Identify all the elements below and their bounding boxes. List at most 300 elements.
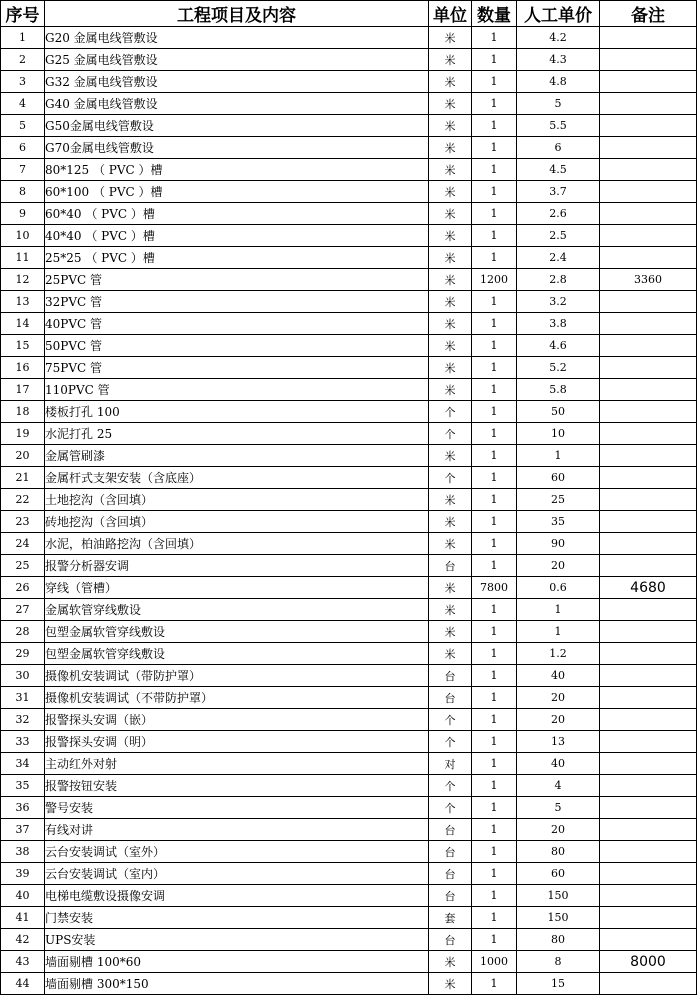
cell-note	[600, 225, 697, 247]
table-row	[1, 929, 697, 951]
cell-item: 25PVC 管	[45, 269, 429, 291]
cell-note	[600, 929, 697, 951]
cell-item: 楼板打孔 100	[45, 401, 429, 423]
cell-no: 33	[1, 731, 45, 753]
cell-no: 14	[1, 313, 45, 335]
cell-no: 19	[1, 423, 45, 445]
cell-note	[600, 445, 697, 467]
cell-note	[600, 137, 697, 159]
table-row	[1, 687, 697, 709]
table-row	[1, 841, 697, 863]
cell-unit: 米	[429, 225, 472, 247]
cell-qty: 1	[472, 643, 517, 665]
table-row	[1, 731, 697, 753]
cell-unit: 米	[429, 137, 472, 159]
table-row	[1, 951, 697, 973]
cell-unit: 对	[429, 753, 472, 775]
cell-note	[600, 423, 697, 445]
cell-qty: 1	[472, 181, 517, 203]
cell-note	[600, 489, 697, 511]
cell-no: 16	[1, 357, 45, 379]
cell-price: 15	[517, 973, 600, 995]
cell-item: 80*125 （ PVC ）槽	[45, 159, 429, 181]
cell-qty: 1	[472, 885, 517, 907]
cell-note	[600, 819, 697, 841]
cell-no: 1	[1, 27, 45, 49]
table-row	[1, 401, 697, 423]
table-row	[1, 27, 697, 49]
cell-item: 电梯电缆敷设摄像安调	[45, 885, 429, 907]
cell-item: 40*40 （ PVC ）槽	[45, 225, 429, 247]
cell-price: 20	[517, 687, 600, 709]
cell-unit: 米	[429, 599, 472, 621]
cell-no: 7	[1, 159, 45, 181]
header-no: 序号	[1, 1, 45, 27]
cell-price: 0.6	[517, 577, 600, 599]
cell-price: 150	[517, 907, 600, 929]
table-row	[1, 335, 697, 357]
cell-no: 10	[1, 225, 45, 247]
cell-qty: 1	[472, 379, 517, 401]
cell-item: 墙面剔槽 300*150	[45, 973, 429, 995]
cell-no: 30	[1, 665, 45, 687]
cell-price: 5	[517, 93, 600, 115]
table-row	[1, 159, 697, 181]
cell-price: 4.6	[517, 335, 600, 357]
cell-unit: 米	[429, 445, 472, 467]
cell-note	[600, 313, 697, 335]
cell-qty: 1	[472, 533, 517, 555]
cell-item: 金属杆式支架安装（含底座）	[45, 467, 429, 489]
table-row	[1, 49, 697, 71]
table-row	[1, 643, 697, 665]
table-row	[1, 269, 697, 291]
cell-item: G20 金属电线管敷设	[45, 27, 429, 49]
table-row	[1, 137, 697, 159]
cell-note	[600, 335, 697, 357]
cell-price: 3.8	[517, 313, 600, 335]
cell-qty: 1	[472, 291, 517, 313]
cell-price: 40	[517, 753, 600, 775]
cell-qty: 1	[472, 225, 517, 247]
table-row	[1, 203, 697, 225]
cell-item: 摄像机安装调试（不带防护罩）	[45, 687, 429, 709]
cell-price: 4.5	[517, 159, 600, 181]
cell-qty: 1	[472, 599, 517, 621]
header-price: 人工单价	[517, 1, 600, 27]
cell-note: 3360	[600, 269, 697, 291]
cell-no: 25	[1, 555, 45, 577]
cell-price: 150	[517, 885, 600, 907]
cell-unit: 台	[429, 665, 472, 687]
cell-no: 12	[1, 269, 45, 291]
cell-note	[600, 49, 697, 71]
cell-item: 金属管刷漆	[45, 445, 429, 467]
cell-unit: 米	[429, 379, 472, 401]
cell-qty: 1200	[472, 269, 517, 291]
header-item: 工程项目及内容	[45, 1, 429, 27]
cell-unit: 个	[429, 423, 472, 445]
cell-note	[600, 907, 697, 929]
cell-qty: 1	[472, 335, 517, 357]
cell-no: 38	[1, 841, 45, 863]
cell-price: 20	[517, 819, 600, 841]
cell-note	[600, 203, 697, 225]
cell-qty: 1	[472, 731, 517, 753]
table-row	[1, 467, 697, 489]
cell-item: 报警探头安调（嵌）	[45, 709, 429, 731]
cell-qty: 1	[472, 511, 517, 533]
cell-item: 60*100 （ PVC ）槽	[45, 181, 429, 203]
cell-no: 23	[1, 511, 45, 533]
cell-qty: 1	[472, 49, 517, 71]
cell-item: 75PVC 管	[45, 357, 429, 379]
cell-note	[600, 731, 697, 753]
cell-no: 29	[1, 643, 45, 665]
cell-item: 穿线（管槽）	[45, 577, 429, 599]
cell-note	[600, 885, 697, 907]
cell-no: 43	[1, 951, 45, 973]
table-row	[1, 885, 697, 907]
cell-no: 17	[1, 379, 45, 401]
cell-unit: 米	[429, 511, 472, 533]
cell-qty: 1	[472, 973, 517, 995]
cell-unit: 台	[429, 841, 472, 863]
cell-qty: 1	[472, 621, 517, 643]
cell-unit: 米	[429, 489, 472, 511]
cell-price: 5.2	[517, 357, 600, 379]
table-row	[1, 357, 697, 379]
cell-qty: 1	[472, 445, 517, 467]
cell-item: 40PVC 管	[45, 313, 429, 335]
cell-item: 报警分析器安调	[45, 555, 429, 577]
cell-qty: 1	[472, 907, 517, 929]
cell-note	[600, 159, 697, 181]
header-row	[1, 1, 697, 27]
cell-no: 3	[1, 71, 45, 93]
cell-note	[600, 687, 697, 709]
cell-item: 门禁安装	[45, 907, 429, 929]
cell-qty: 1	[472, 159, 517, 181]
cell-no: 24	[1, 533, 45, 555]
cell-price: 40	[517, 665, 600, 687]
cell-qty: 1	[472, 247, 517, 269]
cell-item: 32PVC 管	[45, 291, 429, 313]
cell-no: 35	[1, 775, 45, 797]
cell-unit: 台	[429, 885, 472, 907]
cell-no: 36	[1, 797, 45, 819]
cell-note: 4680	[600, 577, 697, 599]
cell-unit: 台	[429, 555, 472, 577]
cell-qty: 1000	[472, 951, 517, 973]
cell-item: 主动红外对射	[45, 753, 429, 775]
cell-unit: 个	[429, 401, 472, 423]
cell-unit: 米	[429, 93, 472, 115]
cell-unit: 台	[429, 863, 472, 885]
cell-qty: 1	[472, 423, 517, 445]
cell-price: 20	[517, 709, 600, 731]
cell-price: 1	[517, 445, 600, 467]
cell-no: 6	[1, 137, 45, 159]
cell-qty: 1	[472, 401, 517, 423]
cell-note	[600, 27, 697, 49]
cell-price: 5.8	[517, 379, 600, 401]
cell-price: 25	[517, 489, 600, 511]
cell-qty: 1	[472, 775, 517, 797]
cell-price: 2.6	[517, 203, 600, 225]
cell-no: 31	[1, 687, 45, 709]
cell-price: 4.2	[517, 27, 600, 49]
cell-qty: 1	[472, 841, 517, 863]
cell-no: 40	[1, 885, 45, 907]
cell-unit: 米	[429, 643, 472, 665]
cell-qty: 1	[472, 313, 517, 335]
cell-price: 1.2	[517, 643, 600, 665]
cell-price: 35	[517, 511, 600, 533]
cell-item: 水泥，柏油路挖沟（含回填）	[45, 533, 429, 555]
cell-price: 10	[517, 423, 600, 445]
cell-unit: 个	[429, 709, 472, 731]
cell-qty: 1	[472, 929, 517, 951]
table-row	[1, 93, 697, 115]
cell-no: 8	[1, 181, 45, 203]
cell-note: 8000	[600, 951, 697, 973]
table-row	[1, 181, 697, 203]
cell-no: 28	[1, 621, 45, 643]
cell-no: 20	[1, 445, 45, 467]
cell-qty: 1	[472, 467, 517, 489]
header-unit: 单位	[429, 1, 472, 27]
cell-item: 摄像机安装调试（带防护罩）	[45, 665, 429, 687]
table-row	[1, 489, 697, 511]
cell-qty: 1	[472, 709, 517, 731]
cell-unit: 米	[429, 291, 472, 313]
table-row	[1, 709, 697, 731]
cell-price: 3.7	[517, 181, 600, 203]
table-row	[1, 665, 697, 687]
cell-item: 金属软管穿线敷设	[45, 599, 429, 621]
cell-unit: 米	[429, 115, 472, 137]
cell-price: 1	[517, 599, 600, 621]
cell-unit: 米	[429, 247, 472, 269]
table-row	[1, 291, 697, 313]
cell-note	[600, 841, 697, 863]
cell-unit: 米	[429, 181, 472, 203]
cell-no: 44	[1, 973, 45, 995]
table-row	[1, 577, 697, 599]
cell-unit: 个	[429, 797, 472, 819]
table-row	[1, 775, 697, 797]
cell-unit: 个	[429, 775, 472, 797]
table-body	[1, 27, 697, 995]
header-note: 备注	[600, 1, 697, 27]
cell-unit: 台	[429, 819, 472, 841]
cell-qty: 1	[472, 863, 517, 885]
cell-note	[600, 973, 697, 995]
cell-no: 2	[1, 49, 45, 71]
cell-qty: 1	[472, 753, 517, 775]
cell-unit: 台	[429, 687, 472, 709]
cell-note	[600, 797, 697, 819]
cell-price: 80	[517, 929, 600, 951]
cell-item: 包塑金属软管穿线敷设	[45, 643, 429, 665]
cell-price: 2.4	[517, 247, 600, 269]
cell-price: 4	[517, 775, 600, 797]
cell-price: 90	[517, 533, 600, 555]
cell-unit: 米	[429, 203, 472, 225]
table-row	[1, 863, 697, 885]
table-row	[1, 797, 697, 819]
cell-price: 8	[517, 951, 600, 973]
table-row	[1, 247, 697, 269]
cell-note	[600, 555, 697, 577]
cell-no: 4	[1, 93, 45, 115]
cell-item: G40 金属电线管敷设	[45, 93, 429, 115]
cell-no: 39	[1, 863, 45, 885]
cell-item: UPS安装	[45, 929, 429, 951]
cell-qty: 1	[472, 489, 517, 511]
cell-unit: 米	[429, 577, 472, 599]
cell-price: 20	[517, 555, 600, 577]
table-row	[1, 379, 697, 401]
cell-unit: 台	[429, 929, 472, 951]
cell-price: 2.8	[517, 269, 600, 291]
table-row	[1, 973, 697, 995]
cell-item: 土地挖沟（含回填）	[45, 489, 429, 511]
cell-unit: 米	[429, 951, 472, 973]
cell-price: 1	[517, 621, 600, 643]
cell-qty: 1	[472, 687, 517, 709]
cell-note	[600, 621, 697, 643]
cell-no: 21	[1, 467, 45, 489]
cell-note	[600, 775, 697, 797]
cell-price: 3.2	[517, 291, 600, 313]
cell-item: 砖地挖沟（含回填）	[45, 511, 429, 533]
cell-price: 6	[517, 137, 600, 159]
cell-price: 2.5	[517, 225, 600, 247]
cell-qty: 7800	[472, 577, 517, 599]
table-row	[1, 555, 697, 577]
cell-qty: 1	[472, 357, 517, 379]
cell-item: 包塑金属软管穿线敷设	[45, 621, 429, 643]
cell-unit: 米	[429, 27, 472, 49]
cell-no: 15	[1, 335, 45, 357]
table-row	[1, 907, 697, 929]
cell-unit: 米	[429, 335, 472, 357]
table-row	[1, 621, 697, 643]
cell-qty: 1	[472, 71, 517, 93]
cell-note	[600, 379, 697, 401]
cell-item: 报警按钮安装	[45, 775, 429, 797]
table-row	[1, 423, 697, 445]
cell-unit: 米	[429, 159, 472, 181]
table-row	[1, 511, 697, 533]
cell-price: 5.5	[517, 115, 600, 137]
cell-unit: 米	[429, 71, 472, 93]
cell-note	[600, 511, 697, 533]
table-row	[1, 753, 697, 775]
cell-no: 9	[1, 203, 45, 225]
cell-item: 云台安装调试（室内）	[45, 863, 429, 885]
cell-note	[600, 863, 697, 885]
cell-qty: 1	[472, 203, 517, 225]
cell-no: 34	[1, 753, 45, 775]
cell-item: 墙面剔槽 100*60	[45, 951, 429, 973]
cell-unit: 米	[429, 533, 472, 555]
cell-price: 5	[517, 797, 600, 819]
cell-item: 110PVC 管	[45, 379, 429, 401]
table-row	[1, 445, 697, 467]
cell-no: 11	[1, 247, 45, 269]
cell-no: 37	[1, 819, 45, 841]
cell-qty: 1	[472, 555, 517, 577]
cell-price: 13	[517, 731, 600, 753]
cell-note	[600, 599, 697, 621]
cell-price: 60	[517, 863, 600, 885]
cell-note	[600, 753, 697, 775]
cell-note	[600, 357, 697, 379]
cell-unit: 个	[429, 467, 472, 489]
cell-qty: 1	[472, 115, 517, 137]
cell-item: 警号安装	[45, 797, 429, 819]
cell-note	[600, 247, 697, 269]
cell-price: 80	[517, 841, 600, 863]
table-row	[1, 115, 697, 137]
cell-qty: 1	[472, 137, 517, 159]
cell-price: 4.8	[517, 71, 600, 93]
cell-note	[600, 181, 697, 203]
cell-unit: 套	[429, 907, 472, 929]
cell-note	[600, 401, 697, 423]
cell-qty: 1	[472, 819, 517, 841]
cell-unit: 米	[429, 49, 472, 71]
cell-item: 云台安装调试（室外）	[45, 841, 429, 863]
cell-qty: 1	[472, 93, 517, 115]
cell-note	[600, 533, 697, 555]
table-row	[1, 599, 697, 621]
table-row	[1, 225, 697, 247]
cell-item: G25 金属电线管敷设	[45, 49, 429, 71]
cell-note	[600, 291, 697, 313]
cell-no: 41	[1, 907, 45, 929]
cell-item: 有线对讲	[45, 819, 429, 841]
table-row	[1, 71, 697, 93]
cell-item: G70金属电线管敷设	[45, 137, 429, 159]
cell-note	[600, 643, 697, 665]
cell-unit: 米	[429, 973, 472, 995]
cell-price: 4.3	[517, 49, 600, 71]
cell-qty: 1	[472, 665, 517, 687]
cell-unit: 米	[429, 313, 472, 335]
cell-no: 13	[1, 291, 45, 313]
cell-qty: 1	[472, 797, 517, 819]
cell-no: 42	[1, 929, 45, 951]
cell-price: 60	[517, 467, 600, 489]
cell-note	[600, 467, 697, 489]
cell-item: 水泥打孔 25	[45, 423, 429, 445]
cell-no: 32	[1, 709, 45, 731]
cell-qty: 1	[472, 27, 517, 49]
cell-note	[600, 115, 697, 137]
cell-no: 26	[1, 577, 45, 599]
cell-note	[600, 93, 697, 115]
cell-note	[600, 709, 697, 731]
table-row	[1, 819, 697, 841]
cell-price: 50	[517, 401, 600, 423]
cell-unit: 个	[429, 731, 472, 753]
cell-note	[600, 665, 697, 687]
cell-unit: 米	[429, 621, 472, 643]
